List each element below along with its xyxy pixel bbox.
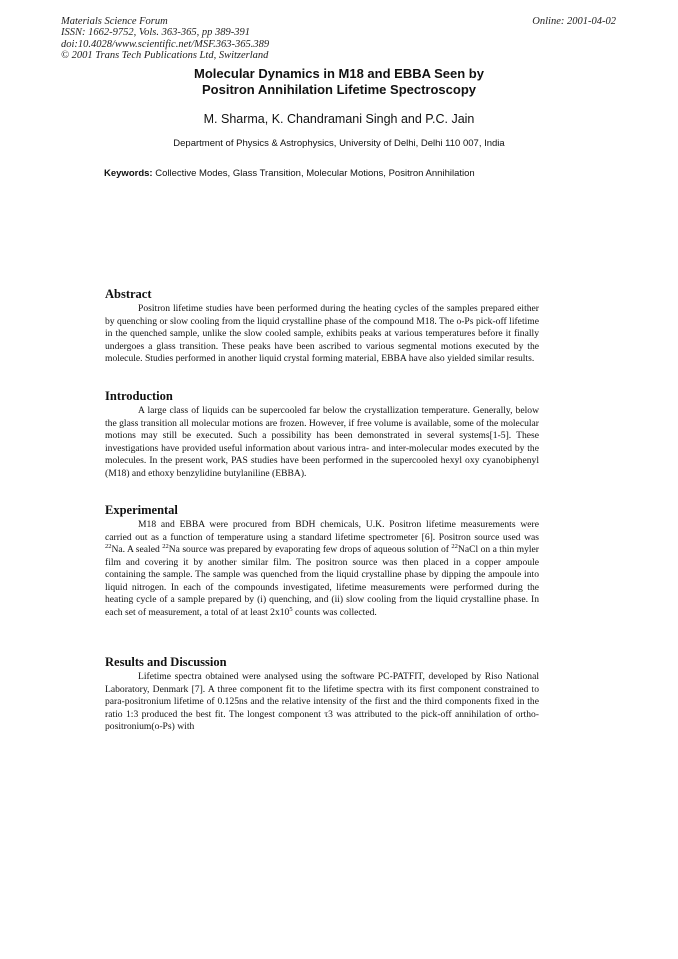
abstract-section — [105, 287, 539, 366]
results-text: Lifetime spectra obtained were analysed using the software PC-PATFIT, developed by Riso National Laboratory, Denmark [7]. A three component fit to the lifetime spectra with its first component constrained to para-positronium lifetime of 0.125ns and the relative intensity of the first and the third components fixed in the ratio 1:3 produced the best fit. The longest component τ3 was attributed to the pick-off annihilation of ortho-positronium(o-Ps) with — [105, 671, 539, 732]
experimental-text-3: Na source was prepared by evaporating few drops of aqueous solution of — [168, 544, 452, 555]
abstract-heading: Abstract — [105, 287, 152, 301]
experimental-text-2: Na. A sealed — [111, 544, 163, 555]
experimental-text-4: NaCl on a thin myler film and covering it by another similar film. The positron source was then placed in a copper ampoule containing the sample. The sample was quenched from the liquid crystalline phase by dipping the ampoule into liquid nitrogen. In each of the compounds investigated, lifetime measurements were performed during the heating cycle of a sample prepared by (i) quenching, and (ii) slow cooling from the liquid crystalline phase. In each set of measurement, a total of at least 2x10 — [105, 544, 540, 618]
paper-title — [0, 66, 678, 97]
introduction-heading: Introduction — [105, 389, 173, 403]
online-date: Online: 2001-04-02 — [532, 16, 616, 27]
experimental-section — [105, 503, 539, 619]
experimental-heading: Experimental — [105, 503, 178, 517]
isotope-sup-3: 22 — [451, 543, 458, 550]
introduction-text: A large class of liquids can be supercooled far below the crystallization temperature. Generally, below the glass transition all molecular motions are frozen. However, if free volume is available, some of the molecular motions may still be executed. Such a possibility has been demonstrated in several systems[1-5]. These investigations have provided useful information about various intra- and inter-molecular modes executed by the molecules. In the present work, PAS studies have been performed in the supercooled hexyl oxy cyanobiphenyl (M18) and ethoxy benzylidine butylaniline (EBBA). — [105, 405, 539, 479]
title-line-1: Molecular Dynamics in M18 and EBBA Seen by — [194, 66, 484, 81]
isotope-sup-1: 22 — [105, 543, 112, 550]
keywords-list: Collective Modes, Glass Transition, Molecular Motions, Positron Annihilation — [155, 168, 475, 179]
issn-line: ISSN: 1662-9752, Vols. 363-365, pp 389-391 — [61, 27, 250, 39]
journal-name: Materials Science Forum — [61, 16, 168, 27]
keywords-line — [104, 168, 475, 179]
isotope-sup-2: 22 — [162, 543, 169, 550]
title-line-2: Positron Annihilation Lifetime Spectroscopy — [202, 81, 476, 97]
abstract-text: Positron lifetime studies have been performed during the heating cycles of the samples prepared either by quenching or slow cooling from the liquid crystalline phase of the compound M18. The o-Ps pick-off lifetime in the quenched sample, unlike the slow cooled sample, exhibits peaks at various temperatures before it finally undergoes a glass transition. These peaks have been ascribed to various segmental motions executed by the molecule. Studies performed in another liquid crystal forming material, EBBA have also yielded similar results. — [105, 303, 539, 364]
introduction-section — [105, 389, 539, 480]
experimental-text-1: M18 and EBBA were procured from BDH chemicals, U.K. Positron lifetime measurements were carried out as a function of temperature using a standard lifetime spectrometer [6]. Positron source used was — [105, 519, 539, 543]
keywords-label: Keywords: — [104, 168, 153, 179]
results-heading: Results and Discussion — [105, 655, 227, 669]
copyright-line: © 2001 Trans Tech Publications Ltd, Switzerland — [61, 50, 269, 62]
affiliation: Department of Physics & Astrophysics, University of Delhi, Delhi 110 007, India — [173, 138, 505, 149]
authors: M. Sharma, K. Chandramani Singh and P.C. Jain — [203, 112, 475, 126]
exponent-sup: 5 — [289, 605, 293, 613]
journal-header — [61, 16, 269, 62]
experimental-text-5: counts was collected. — [292, 606, 377, 618]
results-section — [105, 655, 539, 734]
experimental-text — [105, 519, 539, 619]
doi-link[interactable]: doi:10.4028/www.scientific.net/MSF.363-365.389 — [61, 38, 270, 50]
